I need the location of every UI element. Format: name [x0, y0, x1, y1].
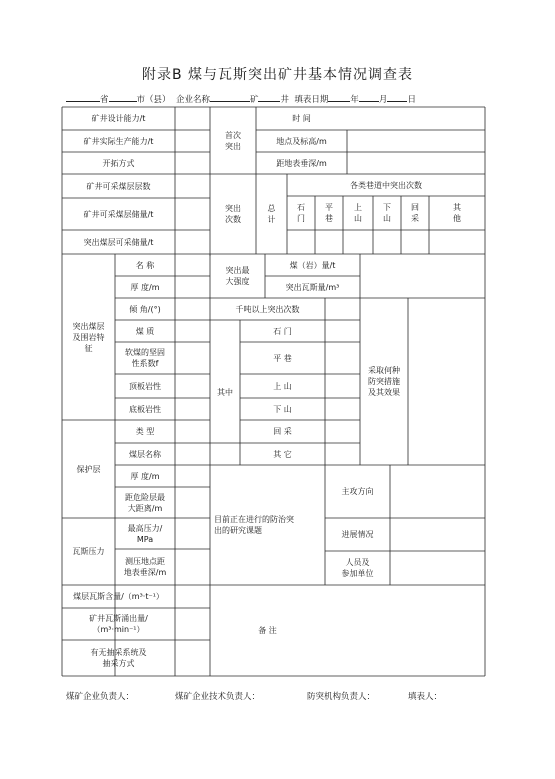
- province-label: 省: [100, 95, 109, 105]
- month-label: 月: [378, 95, 388, 105]
- max-distance-label: 距危险层最 大距离/m: [125, 492, 165, 513]
- remarks-label: 备 注: [258, 626, 277, 635]
- gas-content-label: 煤层瓦斯含量/（m³·t⁻¹）: [73, 592, 164, 601]
- first-outburst-label: 首次 突出: [225, 130, 241, 151]
- other-label: 其 他: [453, 203, 461, 223]
- minable-seams-label: 矿井可采煤层层数: [86, 181, 151, 191]
- dip-label: 倾 角/(°): [129, 304, 161, 314]
- stope-label: 回 采: [411, 203, 419, 223]
- mine-label: 矿: [249, 95, 259, 105]
- thickness-label: 厚 度/m: [130, 282, 160, 292]
- gas-pressure-group: 瓦斯压力: [72, 547, 105, 556]
- gas-emission-label: 矿井瓦斯涌出量/ （m³·min⁻¹）: [89, 614, 148, 634]
- research-topics-label: 目前正在进行的防治突 出的研究课题: [214, 515, 294, 535]
- measure-point-label: 测压地点距 地表垂深/m: [123, 557, 167, 577]
- day-label: 日: [407, 95, 416, 105]
- type-label: 类 型: [135, 427, 155, 436]
- sub-other-label: 其 它: [273, 449, 292, 459]
- measures-label: 采取何种 防突措施 及其效果: [368, 366, 400, 397]
- location-elevation-label: 地点及标高/m: [276, 136, 327, 146]
- minable-reserves-label: 矿井可采煤层储量/t: [83, 209, 154, 219]
- gas-amount-label: 突出瓦斯量/m³: [285, 282, 340, 292]
- seam-name-label: 煤层名称: [129, 449, 161, 459]
- total-label: 总 计: [267, 204, 276, 224]
- outburst-by-type-label: 各类巷道中突出次数: [350, 180, 422, 190]
- depth-label: 距地表垂深/m: [276, 158, 327, 168]
- level-drift-label: 平 巷: [325, 203, 333, 223]
- company-label: 企业名称: [175, 95, 210, 105]
- coal-quality-label: 煤 质: [135, 326, 155, 336]
- agency-leader-signature: 防突机构负责人：: [307, 692, 376, 702]
- roof-rock-label: 顶板岩性: [129, 381, 161, 391]
- sub-uphill-label: 上 山: [273, 381, 292, 391]
- well-label: 井: [280, 95, 289, 105]
- downhill-label: 下 山: [383, 203, 391, 223]
- tech-leader-signature: 煤矿企业技术负责人：: [175, 692, 261, 702]
- among-label: 其中: [217, 388, 233, 397]
- soft-coefficient-label: 软煤的坚固 性系数f: [125, 348, 165, 368]
- protective-layer-group: 保护层: [76, 464, 101, 474]
- sub-downhill-label: 下 山: [273, 404, 292, 414]
- time-label: 时 间: [292, 114, 311, 123]
- sub-stope-label: 回 采: [273, 427, 292, 436]
- outburst-reserves-label: 突出煤层可采储量/t: [83, 237, 154, 247]
- coal-rock-amount-label: 煤（岩）量/t: [289, 260, 336, 270]
- filler-signature: 填表人：: [408, 692, 443, 702]
- sub-crosscut-label: 石 门: [273, 326, 292, 336]
- date-label: 填表日期: [294, 95, 329, 105]
- sub-level-label: 平 巷: [273, 353, 292, 363]
- development-method-label: 开拓方式: [102, 158, 135, 168]
- floor-rock-label: 底板岩性: [129, 404, 161, 414]
- main-direction-label: 主攻方向: [341, 487, 374, 496]
- progress-label: 进展情况: [341, 530, 374, 539]
- max-outburst-label: 突出最 大强度: [225, 266, 250, 286]
- max-pressure-label: 最高压力/ MPa: [127, 523, 163, 544]
- coal-characteristics-group: 突出煤层 及围岩特 征: [72, 321, 105, 353]
- drainage-label: 有无抽采系统及 抽采方式: [90, 648, 147, 668]
- page-title: 附录B 煤与瓦斯突出矿井基本情况调查表: [141, 67, 414, 83]
- design-capacity-label: 矿井设计能力/t: [91, 114, 146, 123]
- outburst-count-label: 突出 次数: [225, 204, 241, 224]
- protective-thickness-label: 厚 度/m: [130, 471, 160, 481]
- city-label: 市（县）: [136, 95, 171, 105]
- over-thousand-label: 千吨以上突出次数: [235, 304, 300, 314]
- name-label: 名 称: [135, 260, 155, 270]
- personnel-label: 人员及 参加单位: [341, 558, 374, 578]
- leader-signature: 煤矿企业负责人：: [66, 692, 135, 702]
- uphill-label: 上 山: [354, 203, 362, 223]
- year-label: 年: [350, 95, 359, 105]
- actual-capacity-label: 矿井实际生产能力/t: [83, 136, 154, 146]
- crosscut-label: 石 门: [297, 203, 305, 223]
